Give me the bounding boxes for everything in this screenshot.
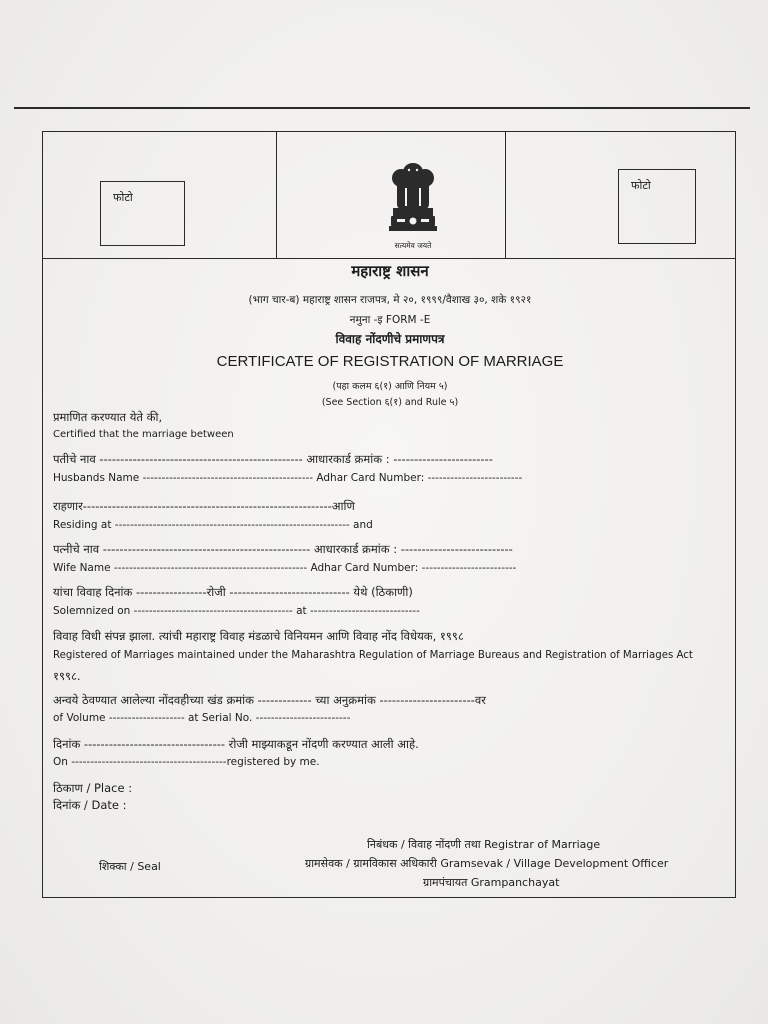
date-label: दिनांक / Date :: [53, 798, 127, 812]
act-year: १९९८.: [53, 669, 81, 683]
seal-label: शिक्का / Seal: [99, 860, 161, 873]
wife-photo-box: [618, 169, 696, 244]
government-heading: महाराष्ट्र शासन: [351, 262, 429, 280]
registrar-title: निबंधक / विवाह नोंदणी तथा Registrar of Marriage: [367, 838, 601, 851]
volume-field-marathi: अन्वये ठेवण्यात आलेल्या नोंदवहीच्या खंड क्रमांक ------------- च्या अनुक्रमांक -----------------------वर: [53, 693, 486, 707]
place-label: ठिकाण / Place :: [53, 781, 133, 795]
husband-name-field-english: Husbands Name --------------------------------------------- Adhar Card Number: -------------------------: [53, 472, 523, 484]
emblem-motto: सत्यमेव जयते: [394, 241, 432, 250]
wife-name-field-marathi: पत्नीचे नाव -------------------------------------------------- आधारकार्ड क्रमांक : ---------------------------: [53, 542, 513, 556]
registration-date-marathi: दिनांक ---------------------------------- रोजी माझ्याकडून नोंदणी करण्यात आली आहे.: [53, 737, 419, 751]
residence-field-english: Residing at -------------------------------------------------------------- and: [53, 519, 373, 531]
certificate-title-marathi: विवाह नोंदणीचे प्रमाणपत्र: [335, 332, 445, 346]
certificate-title-english: CERTIFICATE OF REGISTRATION OF MARRIAGE: [216, 353, 564, 370]
photo-label-right: फोटो: [631, 179, 651, 192]
officer-title: ग्रामसेवक / ग्रामविकास अधिकारी Gramsevak / Village Development Officer: [305, 857, 669, 870]
national-emblem-icon: [383, 158, 443, 248]
registered-text-english: Registered of Marriages maintained under the Maharashtra Regulation of Marriage Bureaus and Registration of Marriages Act: [53, 650, 693, 661]
husband-name-field-marathi: पतीचे नाव ------------------------------------------------- आधारकार्ड क्रमांक : ------------------------: [53, 452, 493, 466]
certify-text-marathi: प्रमाणित करण्यात येते की,: [53, 410, 163, 424]
panchayat-title: ग्रामपंचायत Grampanchayat: [423, 876, 560, 889]
section-reference-english: (See Section ६(१) and Rule ५): [321, 397, 459, 408]
header-divider-left: [276, 132, 277, 258]
certify-text-english: Certified that the marriage between: [53, 429, 234, 440]
certificate-header-row: [43, 132, 735, 259]
solemnized-field-marathi: यांचा विवाह दिनांक -----------------रोजी ----------------------------- येथे (ठिकाणी): [53, 585, 413, 599]
section-reference-marathi: (पहा कलम ६(१) आणि नियम ५): [332, 381, 448, 392]
top-border-line: [14, 107, 750, 109]
husband-photo-box: [100, 181, 185, 246]
marriage-certificate-form: [42, 131, 736, 898]
ceremony-text-marathi: विवाह विधी संपन्न झाला. त्यांची महाराष्ट्र विवाह मंडळाचे विनियमन आणि विवाह नोंद विधेयक, १९९८: [53, 629, 464, 643]
residence-field-marathi: राहणार------------------------------------------------------------आणि: [53, 499, 355, 513]
photo-label-left: फोटो: [113, 191, 133, 204]
gazette-reference: (भाग चार-ब) महाराष्ट्र शासन राजपत्र, मे २०, १९९९/वैशाख ३०, शके १९२१: [248, 294, 532, 306]
form-number: नमुना -इ FORM -E: [349, 314, 431, 326]
registration-date-english: On -----------------------------------------registered by me.: [53, 756, 320, 768]
header-divider-right: [505, 132, 506, 258]
wife-name-field-english: Wife Name --------------------------------------------------- Adhar Card Number: -------------------------: [53, 562, 517, 574]
solemnized-field-english: Solemnized on ------------------------------------------ at -----------------------------: [53, 605, 420, 617]
volume-field-english: of Volume -------------------- at Serial No. -------------------------: [53, 712, 351, 724]
